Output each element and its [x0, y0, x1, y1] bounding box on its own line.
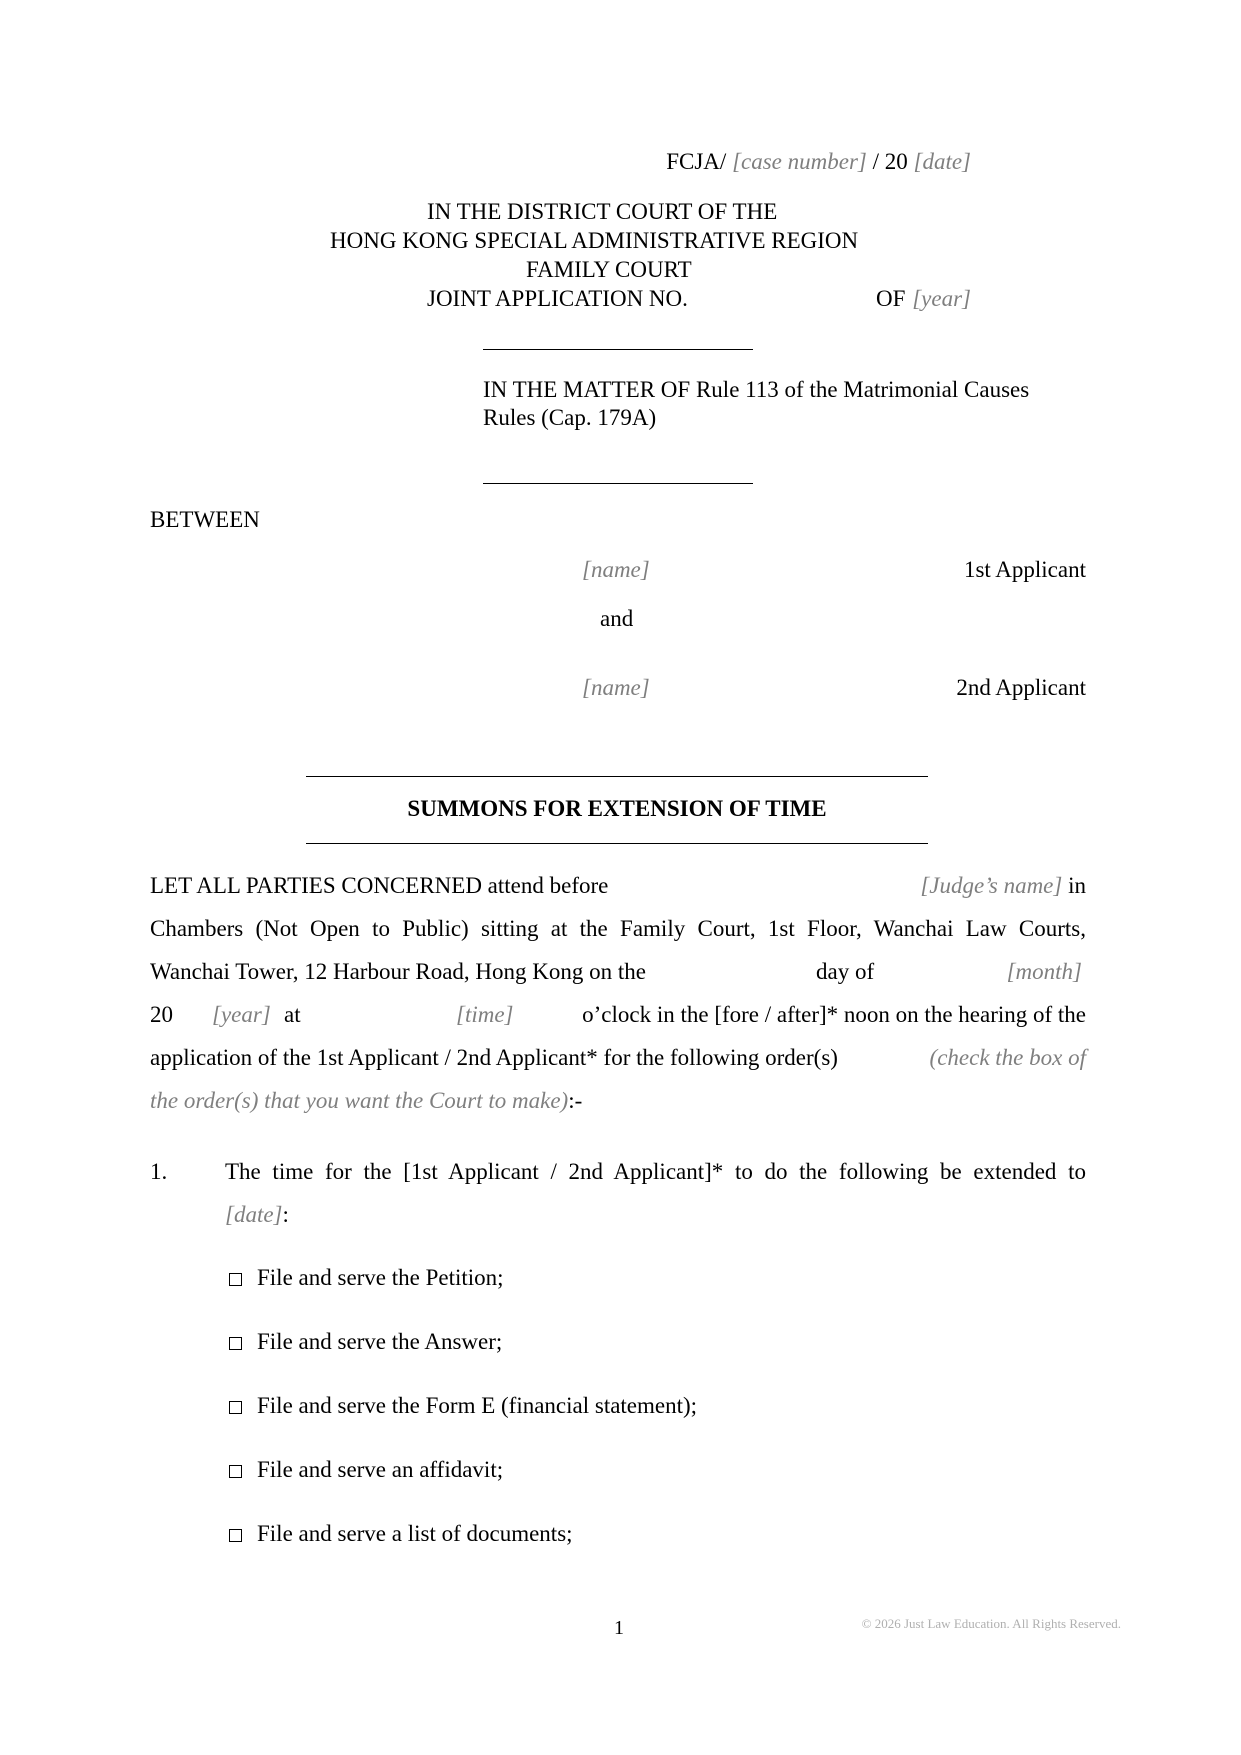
court-line-1: IN THE DISTRICT COURT OF THE: [427, 199, 778, 224]
judge-name-placeholder: [Judge’s name]: [920, 873, 1063, 898]
at-label: at: [284, 1002, 301, 1027]
document-title: SUMMONS FOR EXTENSION OF TIME: [407, 796, 827, 821]
list-item-label: File and serve the Form E (financial statement);: [257, 1393, 698, 1418]
application-label: JOINT APPLICATION NO.: [427, 286, 688, 311]
copyright-notice: © 2026 Just Law Education. All Rights Reserved.: [861, 1616, 1121, 1631]
body-line-1b: in: [1068, 873, 1086, 898]
time-placeholder: [time]: [456, 1002, 514, 1027]
checkbox[interactable]: [229, 1401, 242, 1414]
body-line-5a: application of the 1st Applicant / 2nd Applicant* for the following order(s): [150, 1045, 838, 1070]
applicant-2-role: 2nd Applicant: [956, 675, 1086, 700]
century-20: 20: [150, 1002, 173, 1027]
case-ref-separator: / 20: [872, 149, 908, 174]
case-ref-prefix: FCJA/: [666, 149, 727, 174]
list-item[interactable]: [229, 1456, 503, 1484]
body-line-1-end: [920, 872, 1086, 900]
matter-line-2: Rules (Cap. 179A): [483, 405, 657, 430]
hearing-year-placeholder: [year]: [212, 1002, 271, 1027]
application-year-placeholder: [year]: [912, 286, 971, 311]
page-number: 1: [614, 1617, 624, 1639]
list-item[interactable]: [229, 1392, 697, 1420]
checkbox[interactable]: [229, 1529, 242, 1542]
matter-line-1: IN THE MATTER OF Rule 113 of the Matrimonial Causes: [483, 377, 1030, 402]
list-item[interactable]: [229, 1520, 573, 1548]
between-label: BETWEEN: [150, 507, 260, 532]
order-1-line-2: [225, 1201, 289, 1229]
check-box-hint-1: (check the box of: [929, 1045, 1086, 1070]
checkbox[interactable]: [229, 1465, 242, 1478]
title-rule-top: [306, 776, 928, 777]
divider-2: [483, 483, 753, 484]
check-box-hint-2: the order(s) that you want the Court to make): [150, 1088, 569, 1113]
title-rule-bottom: [306, 843, 928, 844]
order-1-line-1: The time for the [1st Applicant / 2nd Applicant]* to do the following be extended to: [225, 1159, 1086, 1184]
checkbox[interactable]: [229, 1337, 242, 1350]
list-item-label: File and serve the Answer;: [257, 1329, 503, 1354]
body-line-5: [150, 1044, 1086, 1072]
and-label: and: [600, 606, 634, 631]
applicant-2-name-placeholder: [name]: [582, 675, 650, 700]
extension-date-placeholder: [date]: [225, 1202, 283, 1227]
body-line-6-end: :-: [568, 1088, 583, 1113]
court-line-3: FAMILY COURT: [526, 257, 692, 282]
divider-1: [483, 349, 753, 350]
checkbox[interactable]: [229, 1273, 242, 1286]
of-label: OF: [876, 286, 906, 311]
order-1-number: 1.: [150, 1159, 168, 1184]
court-line-2: HONG KONG SPECIAL ADMINISTRATIVE REGION: [330, 228, 859, 253]
applicant-1-name-placeholder: [name]: [582, 557, 650, 582]
applicant-1-role: 1st Applicant: [963, 557, 1086, 582]
list-item[interactable]: [229, 1328, 502, 1356]
day-of-label: day of: [816, 959, 875, 984]
case-reference: [666, 148, 971, 176]
list-item[interactable]: [229, 1264, 504, 1292]
body-line-2: Chambers (Not Open to Public) sitting at the Family Court, 1st Floor, Wanchai Law Courts,: [150, 916, 1086, 941]
body-line-6: [150, 1087, 582, 1115]
list-item-label: File and serve the Petition;: [257, 1265, 504, 1290]
list-item-label: File and serve a list of documents;: [257, 1521, 573, 1546]
case-date-placeholder: [date]: [913, 149, 971, 174]
list-item-label: File and serve an affidavit;: [257, 1457, 504, 1482]
order-1-colon: :: [282, 1202, 289, 1227]
case-number-placeholder: [case number]: [732, 149, 867, 174]
body-line-1a: LET ALL PARTIES CONCERNED attend before: [150, 873, 609, 898]
month-placeholder: [month]: [1006, 959, 1082, 984]
body-line-4-rest: o’clock in the [fore / after]* noon on the hearing of the: [582, 1002, 1086, 1027]
body-line-3a: Wanchai Tower, 12 Harbour Road, Hong Kong on the: [150, 959, 646, 984]
